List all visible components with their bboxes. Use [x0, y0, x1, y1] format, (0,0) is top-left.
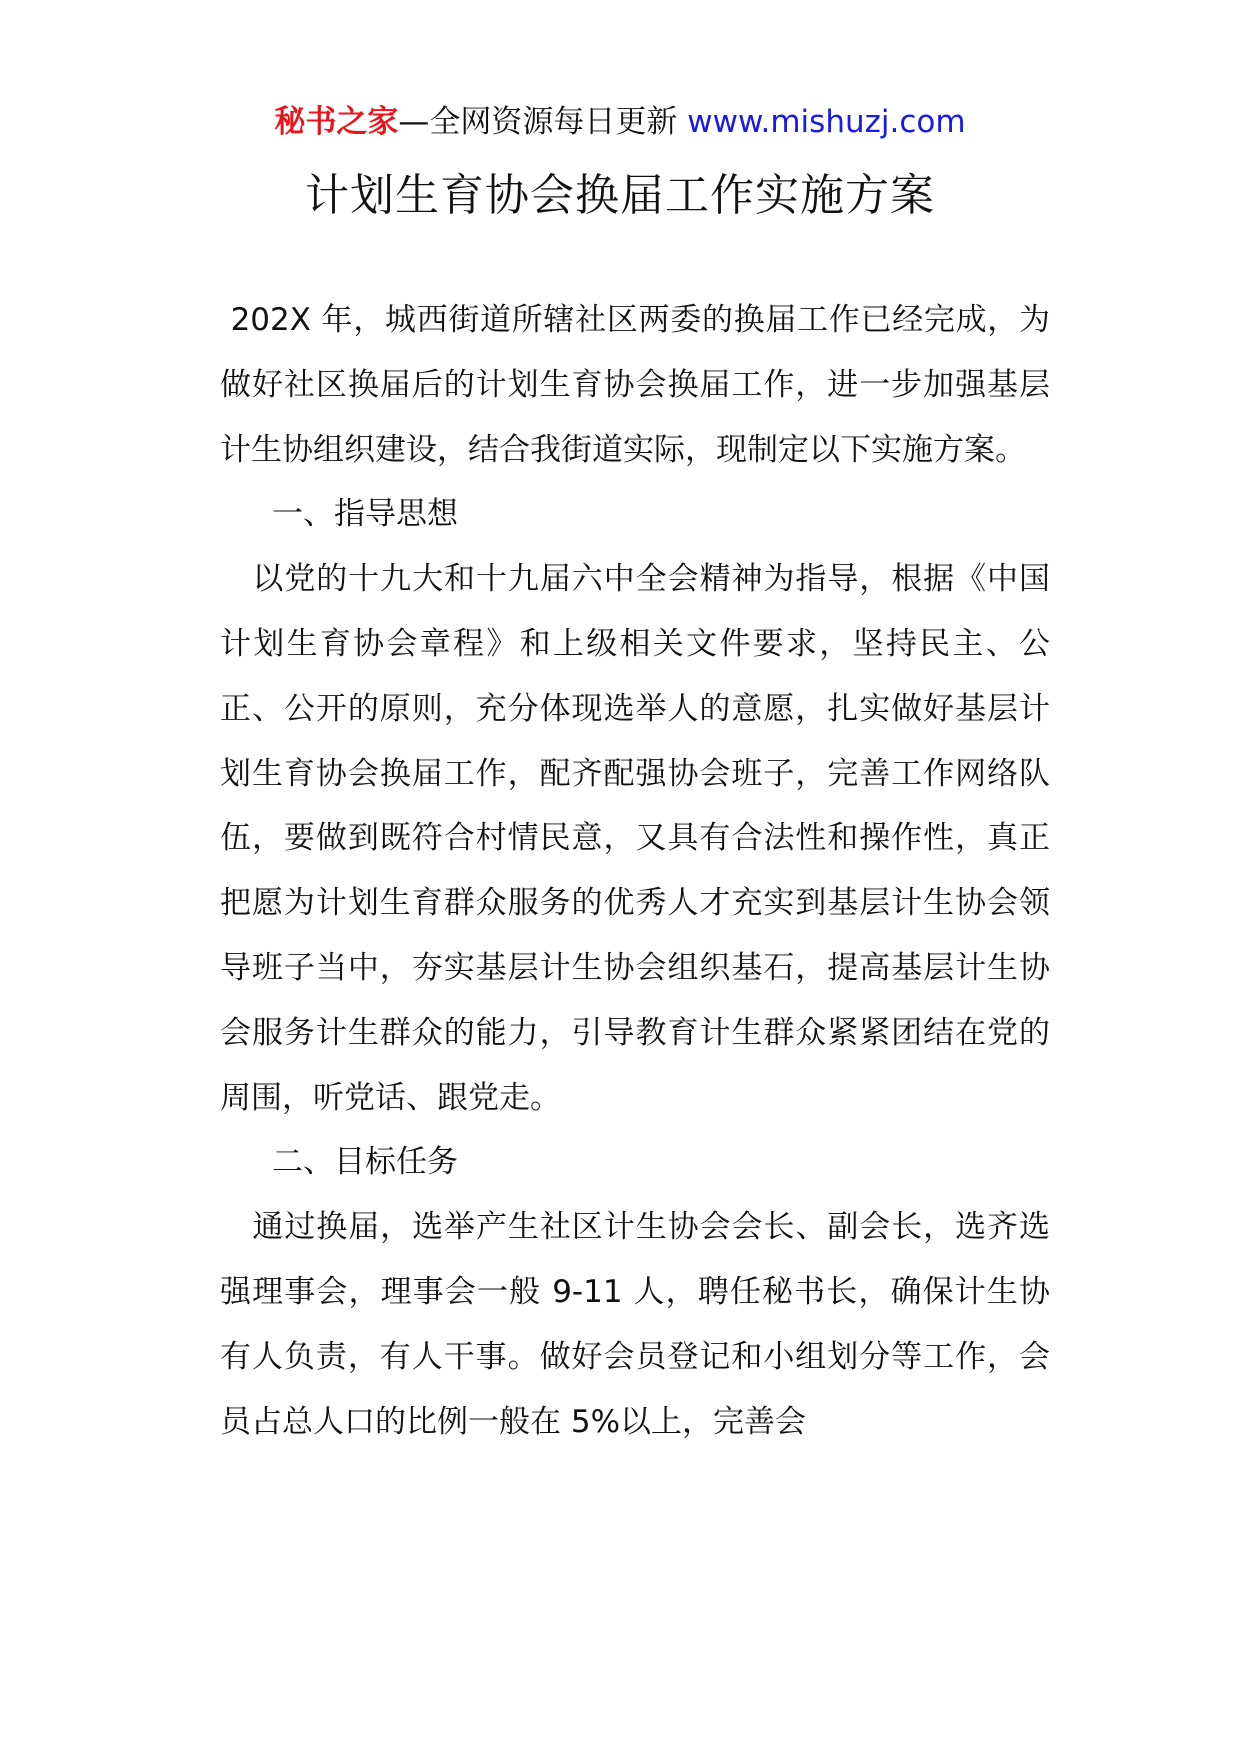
intro-paragraph: 202X 年，城西街道所辖社区两委的换届工作已经完成，为做好社区换届后的计划生育协会换届工作，进一步加强基层计生协组织建设，结合我街道实际，现制定以下实施方案。: [220, 302, 1050, 468]
section-body-objectives: 通过换届，选举产生社区计生协会会长、副会长，选齐选强理事会，理事会一般 9-11 人，聘任秘书长，确保计生协有人负责，有人干事。做好会员登记和小组划分等工作，会员占总人口的比例一般在 5%以上，完善会: [220, 1209, 1050, 1440]
site-header: [0, 100, 1240, 144]
brand-name: 秘书之家: [274, 104, 399, 140]
section-heading-objectives: 二、目标任务: [272, 1144, 458, 1181]
site-url-link[interactable]: www.mishuzj.com: [687, 104, 966, 140]
section-body-guiding-ideology: 以党的十九大和十九届六中全会精神为指导，根据《中国计划生育协会章程》和上级相关文件要求，坚持民主、公正、公开的原则，充分体现选举人的意愿，扎实做好基层计划生育协会换届工作，配齐配强协会班子，完善工作网络队伍，要做到既符合村情民意，又具有合法性和操作性，真正把愿为计划生育群众服务的优秀人才充实到基层计生协会领导班子当中，夯实基层计生协会组织基石，提高基层计生协会服务计生群众的能力，引导教育计生群众紧紧团结在党的周围，听党话、跟党走。: [220, 561, 1050, 1116]
section-heading-guiding-ideology: 一、指导思想: [272, 496, 458, 533]
document-title: 计划生育协会换届工作实施方案: [305, 170, 935, 221]
header-slogan: —全网资源每日更新: [398, 104, 678, 140]
document-body: [220, 288, 1050, 1454]
